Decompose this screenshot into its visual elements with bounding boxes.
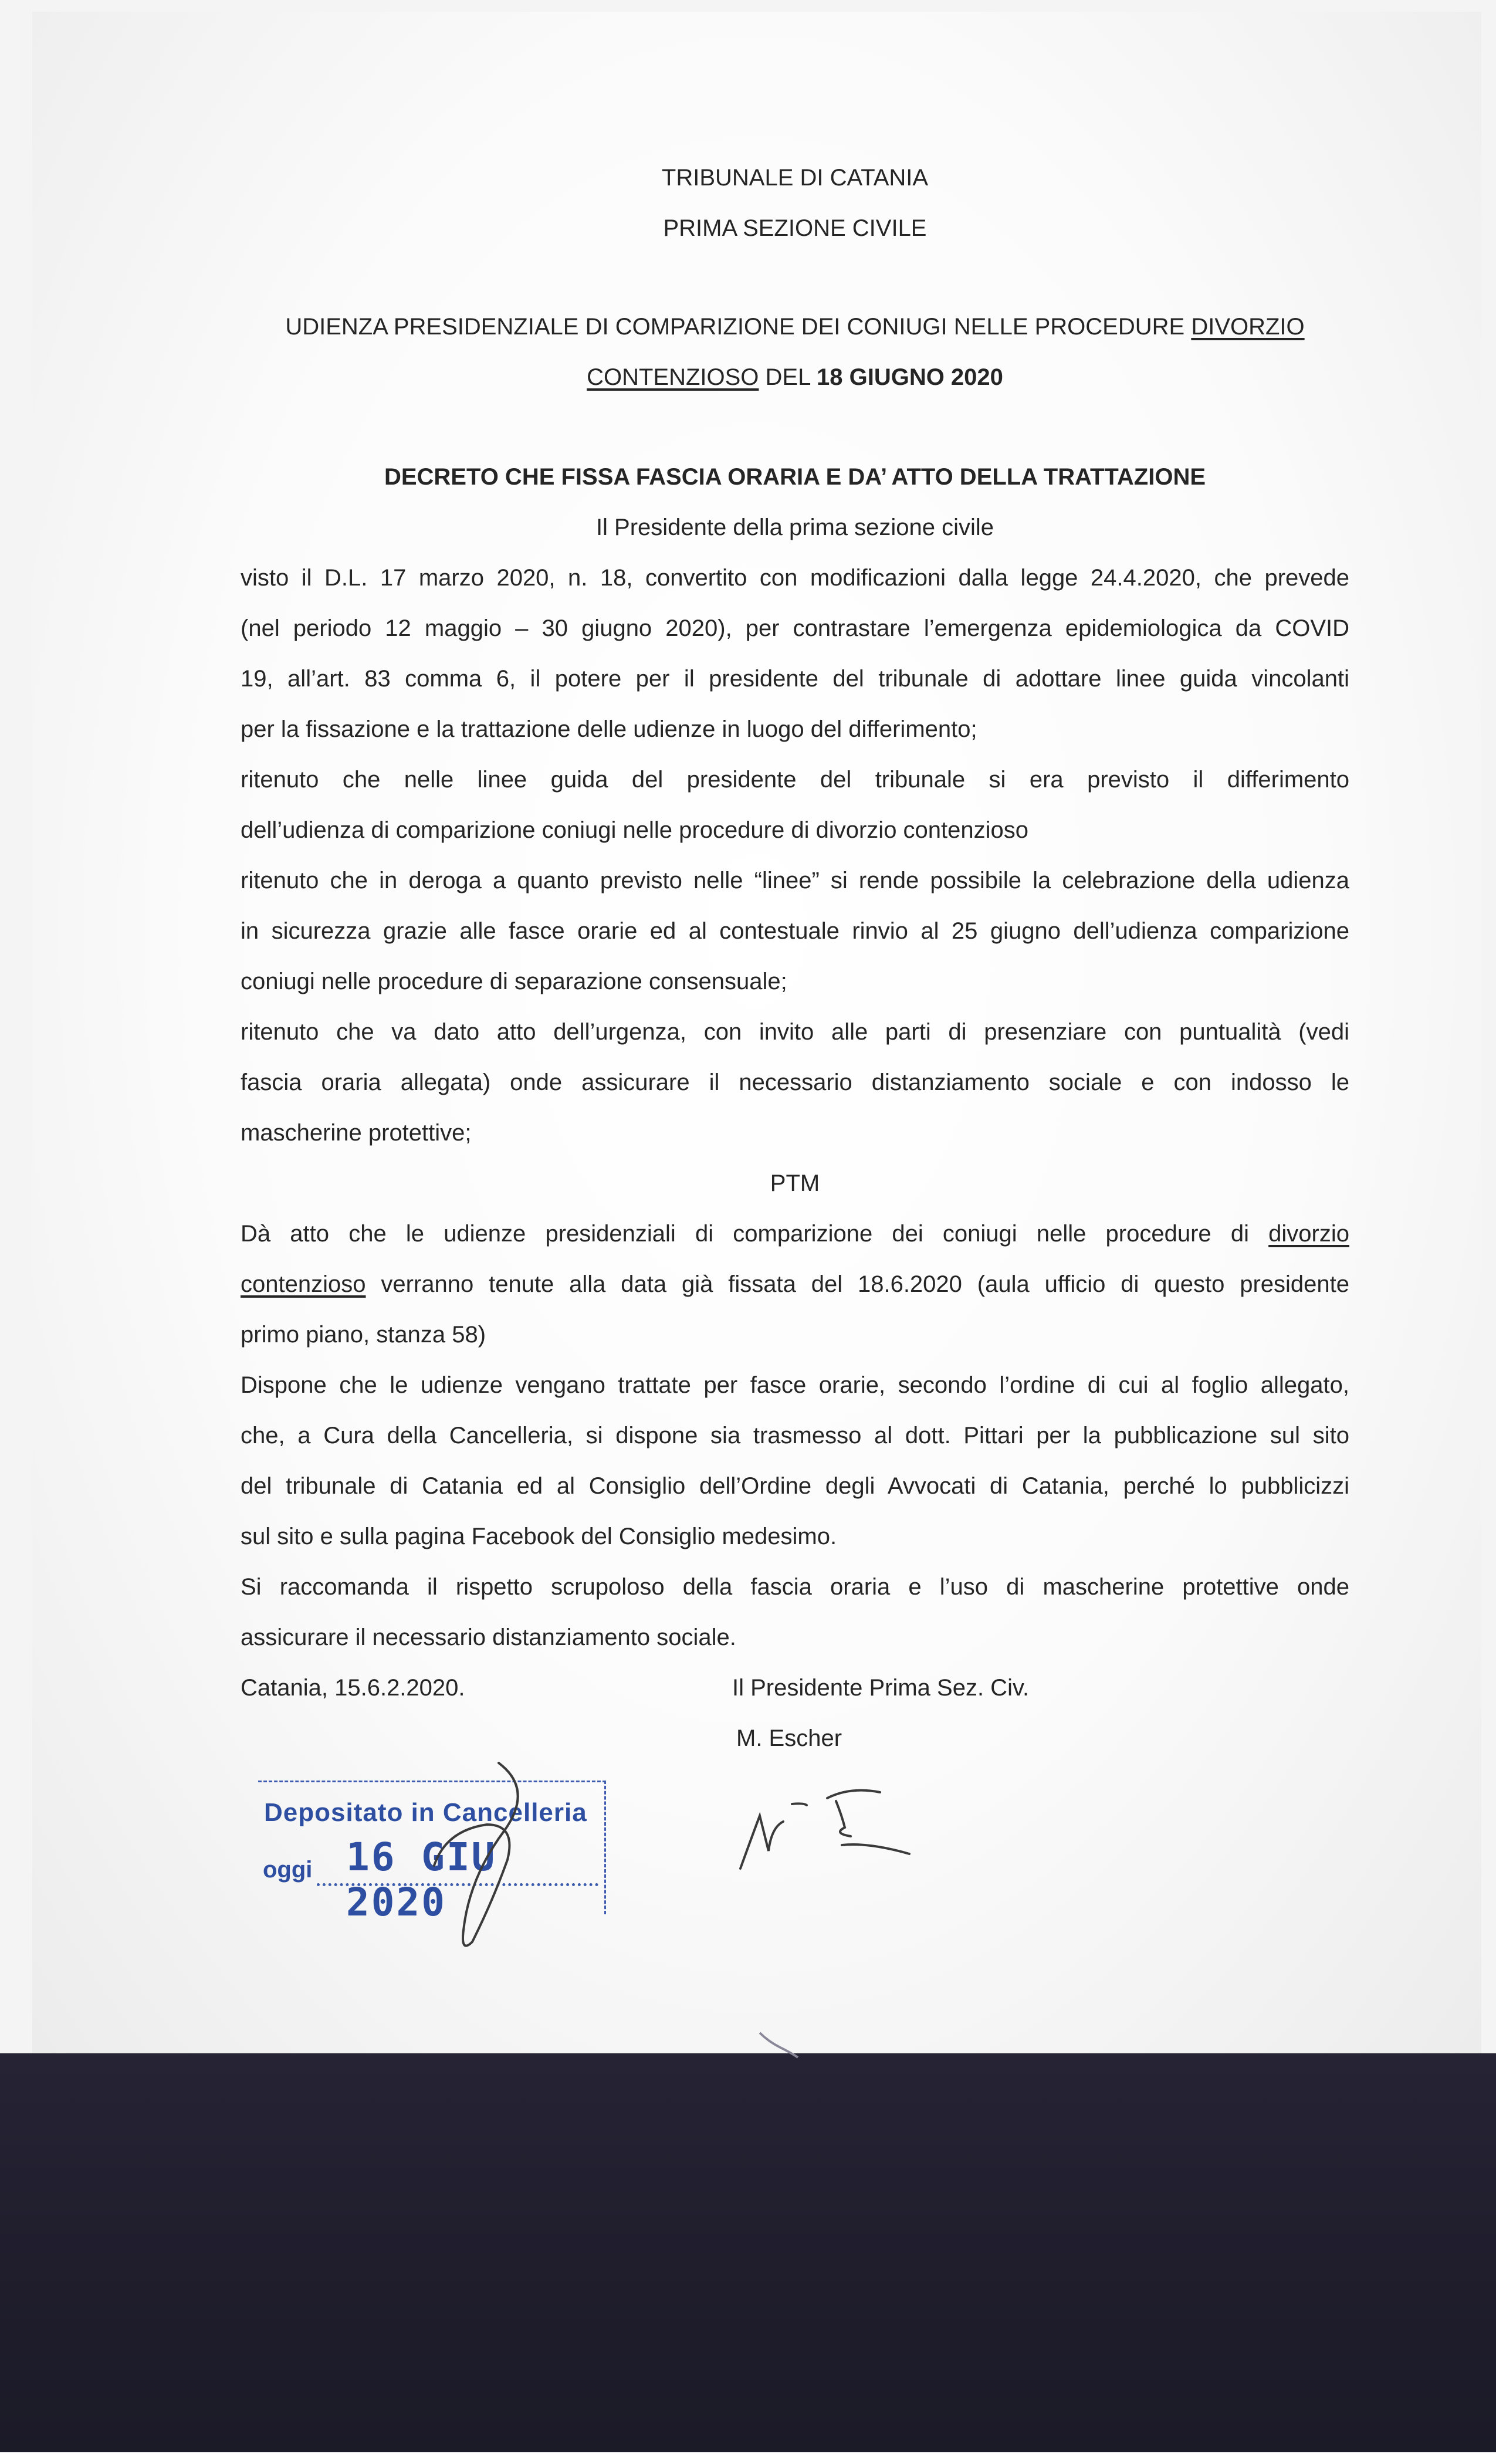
paragraph-line	[241, 1209, 1349, 1259]
decree-title: DECRETO CHE FISSA FASCIA ORARIA E DA’ ATTO DELLA TRATTAZIONE	[384, 464, 1206, 490]
paragraph-line: assicurare il necessario distanziamento sociale.	[241, 1624, 736, 1650]
stamp-label: Depositato in Cancelleria	[264, 1798, 587, 1827]
hearing-title-text: UDIENZA PRESIDENZIALE DI COMPARIZIONE DEI CONIUGI NELLE PROCEDURE	[285, 314, 1192, 340]
scan-artifact-mark	[757, 2027, 804, 2062]
paragraph-line: primo piano, stanza 58)	[241, 1322, 486, 1348]
paragraph-line: Dispone che le udienze vengano trattate per fasce orarie, secondo l’ordine di cui al foglio allegato,	[241, 1372, 1349, 1398]
paragraph-line: fascia oraria allegata) onde assicurare il necessario distanziamento sociale e con indosso le	[241, 1069, 1349, 1095]
paragraph-line: dell’udienza di comparizione coniugi nelle procedure di divorzio contenzioso	[241, 817, 1029, 843]
paragraph-line: del tribunale di Catania ed al Consiglio dell’Ordine degli Avvocati di Catania, perché lo pubblicizzi	[241, 1473, 1349, 1499]
paragraph-line: (nel periodo 12 maggio – 30 giugno 2020), per contrastare l’emergenza epidemiologica da COVID	[241, 615, 1349, 641]
paragraph-line: mascherine protettive;	[241, 1120, 472, 1146]
hearing-title-underlined-2: CONTENZIOSO	[587, 364, 759, 390]
hearing-title-underlined: DIVORZIO	[1191, 314, 1305, 340]
paragraph-line	[241, 1259, 1349, 1309]
hearing-title-line2	[241, 352, 1349, 402]
court-name: TRIBUNALE DI CATANIA	[661, 165, 929, 191]
handwritten-signature	[733, 1781, 927, 1874]
paragraph-line: ritenuto che in deroga a quanto previsto nelle “linee” si rende possibile la celebrazione della udienza	[241, 868, 1349, 893]
scan-background	[0, 2053, 1496, 2452]
place-date: Catania, 15.6.2.2020.	[241, 1675, 465, 1701]
president-heading: Il Presidente della prima sezione civile	[595, 515, 994, 540]
paragraph-line: che, a Cura della Cancelleria, si dispone sia trasmesso al dott. Pittari per la pubblicazione sul sito	[241, 1423, 1349, 1448]
hearing-date: 18 GIUGNO 2020	[816, 364, 1003, 390]
dispositive-text-2: verranno tenute alla data già fissata del 18.6.2020 (aula ufficio di questo presidente	[365, 1271, 1349, 1297]
hearing-title-text-2: DEL	[759, 364, 817, 390]
dispositive-text: Dà atto che le udienze presidenziali di comparizione dei coniugi nelle procedure di	[241, 1221, 1269, 1247]
stamp-initial-stroke	[399, 1754, 551, 1959]
paragraph-line: Si raccomanda il rispetto scrupoloso della fascia oraria e l’uso di mascherine protettive onde	[241, 1574, 1349, 1600]
stamp-date: 16 GIU 2020	[346, 1835, 497, 1925]
ptm-heading: PTM	[770, 1170, 820, 1196]
paragraph-line: in sicurezza grazie alle fasce orarie ed al contestuale rinvio al 25 giugno dell’udienza comparizione	[241, 918, 1349, 944]
paragraph-line: per la fissazione e la trattazione delle udienze in luogo del differimento;	[241, 716, 977, 742]
paragraph-line: coniugi nelle procedure di separazione consensuale;	[241, 969, 787, 994]
signer-name: M. Escher	[736, 1725, 842, 1751]
hearing-title-line1	[241, 302, 1349, 352]
paragraph-line: visto il D.L. 17 marzo 2020, n. 18, convertito con modificazioni dalla legge 24.4.2020, che prevede	[241, 565, 1349, 591]
paragraph-line: 19, all’art. 83 comma 6, il potere per il presidente del tribunale di adottare linee guida vincolanti	[241, 666, 1349, 692]
paragraph-line: ritenuto che nelle linee guida del presidente del tribunale si era previsto il differimento	[241, 767, 1349, 793]
dispositive-underlined-2: contenzioso	[241, 1271, 366, 1297]
court-section: PRIMA SEZIONE CIVILE	[663, 215, 927, 241]
paragraph-line: ritenuto che va dato atto dell’urgenza, con invito alle parti di presenziare con puntualità (vedi	[241, 1019, 1349, 1045]
signer-title: Il Presidente Prima Sez. Civ.	[732, 1675, 1030, 1701]
paragraph-line: sul sito e sulla pagina Facebook del Consiglio medesimo.	[241, 1524, 837, 1549]
dispositive-underlined: divorzio	[1268, 1221, 1349, 1247]
stamp-prefix: oggi	[263, 1857, 313, 1883]
